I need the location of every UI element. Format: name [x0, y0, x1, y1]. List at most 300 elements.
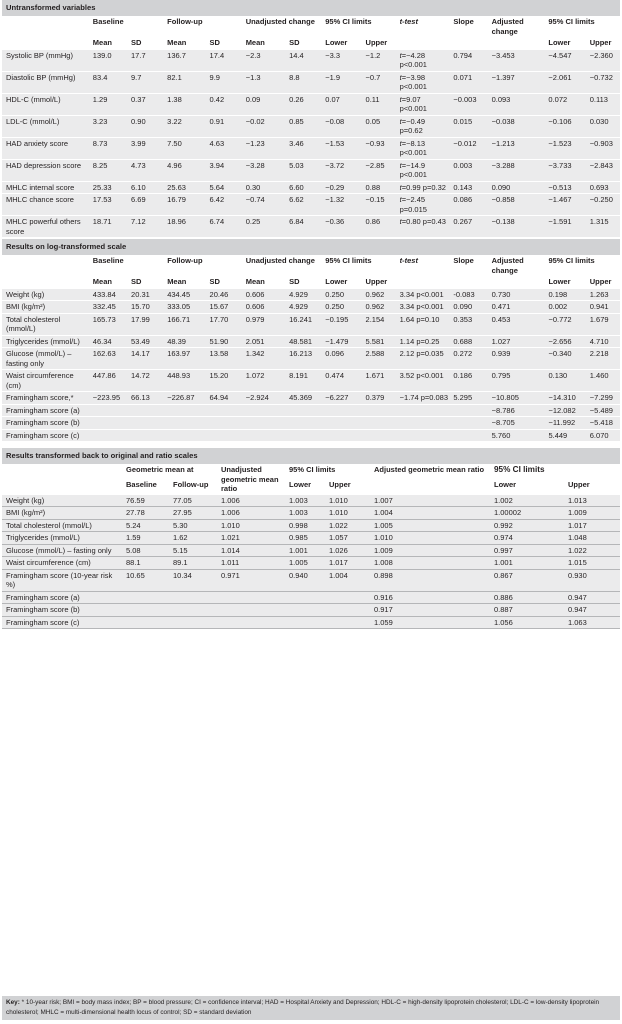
table-cell: 136.7: [163, 49, 205, 71]
table-cell: 1.015: [564, 557, 620, 570]
header-cell: Unadjusted change: [242, 16, 322, 37]
table-cell: 1.004: [370, 507, 490, 520]
table-cell: −2.360: [586, 49, 620, 71]
table-cell: 0.998: [285, 519, 325, 532]
row-label: BMI (kg/m²): [2, 507, 122, 520]
table-cell: 4.710: [586, 335, 620, 348]
table-cell: [321, 417, 361, 430]
table-cell: [206, 429, 242, 441]
table-cell: −3.733: [544, 159, 585, 181]
table-cell: 0.267: [449, 216, 487, 238]
table-cell: 0.25: [242, 216, 285, 238]
row-label: Framingham score,*: [2, 392, 89, 405]
table-cell: 48.39: [163, 335, 205, 348]
header-cell: Unadjusted geometric mean ratio: [217, 464, 285, 495]
header-cell: Upper: [362, 37, 396, 49]
table-cell: 0.898: [370, 569, 490, 591]
table-cell: [242, 404, 285, 417]
header-cell: SD: [285, 37, 321, 49]
table-cell: 88.1: [122, 557, 169, 570]
table-cell: 0.093: [488, 93, 545, 115]
table-cell: 25.63: [163, 181, 205, 194]
table-cell: −4.547: [544, 49, 585, 71]
table-cell: −12.082: [544, 404, 585, 417]
table-cell: 0.143: [449, 181, 487, 194]
table-cell: 0.130: [544, 370, 585, 392]
table-cell: [449, 429, 487, 441]
table-cell: 0.947: [564, 591, 620, 604]
table-cell: 2.154: [362, 313, 396, 335]
table-cell: 66.13: [127, 392, 163, 405]
header-cell: 95% CI limits: [544, 255, 620, 276]
table-cell: [163, 417, 205, 430]
header-cell: [396, 276, 450, 288]
header-cell: Baseline: [122, 479, 169, 494]
header-cell: Slope: [449, 16, 487, 37]
table-cell: 6.070: [586, 429, 620, 441]
header-cell: SD: [285, 276, 321, 288]
row-label: HAD anxiety score: [2, 137, 89, 159]
table-cell: 0.688: [449, 335, 487, 348]
table-cell: 1.021: [217, 532, 285, 545]
row-label: Triglycerides (mmol/L): [2, 335, 89, 348]
header-cell: Mean: [163, 276, 205, 288]
table-cell: 1.003: [285, 495, 325, 507]
key-text: * 10-year risk; BMI = body mass index; BP = blood pressure; CI = confidence interval; HAD = Hospital Anxiety and Depression; HDL-C = high-density lipoprotein cholesterol; LDL-C = low-density lipoprotein cholesterol; MHLC = multi-dimensional health locus of control; SD = standard deviation: [6, 999, 600, 1016]
table-cell: 2.218: [586, 348, 620, 370]
table-cell: −1.467: [544, 194, 585, 216]
table-cell: 27.78: [122, 507, 169, 520]
table-cell: 5.295: [449, 392, 487, 405]
header-cell: [2, 37, 89, 49]
table-cell: −0.29: [321, 181, 361, 194]
table-cell: 0.992: [490, 519, 564, 532]
table-cell: 5.64: [206, 181, 242, 194]
table-cell: 0.030: [586, 115, 620, 137]
table-cell: 434.45: [163, 288, 205, 301]
header-cell: SD: [206, 276, 242, 288]
table-cell: 27.95: [169, 507, 217, 520]
table-cell: 0.072: [544, 93, 585, 115]
table-cell: 0.985: [285, 532, 325, 545]
table-row: [2, 392, 620, 405]
table-cell: 53.49: [127, 335, 163, 348]
table-cell: 0.962: [362, 288, 396, 301]
table-cell: −1.32: [321, 194, 361, 216]
header-cell: Follow-up: [163, 255, 242, 276]
table-cell: t=0.80 p=0.43: [396, 216, 450, 238]
header-cell: Adjusted change: [488, 255, 545, 276]
table-row: [2, 569, 620, 591]
header-cell: t-test: [396, 255, 450, 276]
table-cell: 0.003: [449, 159, 487, 181]
table-cell: 1.64 p=0.10: [396, 313, 450, 335]
key-label: Key:: [6, 999, 20, 1006]
table-cell: [321, 429, 361, 441]
table-cell: t=−2.45 p=0.015: [396, 194, 450, 216]
table-cell: −0.250: [586, 194, 620, 216]
table-cell: [449, 417, 487, 430]
table-cell: [396, 429, 450, 441]
table-cell: [169, 616, 217, 629]
table-row: [2, 370, 620, 392]
table-cell: 8.191: [285, 370, 321, 392]
header-cell: [449, 276, 487, 288]
table-cell: 0.071: [449, 71, 487, 93]
table-cell: 162.63: [89, 348, 127, 370]
table-cell: −3.288: [488, 159, 545, 181]
table-row: [2, 604, 620, 617]
table-cell: 18.96: [163, 216, 205, 238]
table-cell: 4.929: [285, 288, 321, 301]
table-cell: 1.001: [285, 544, 325, 557]
header-cell: Baseline: [89, 16, 163, 37]
row-label: Framingham score (b): [2, 604, 122, 617]
table-cell: −14.310: [544, 392, 585, 405]
table-cell: 1.010: [370, 532, 490, 545]
table-cell: 1.056: [490, 616, 564, 629]
table-cell: 165.73: [89, 313, 127, 335]
table-cell: 0.453: [488, 313, 545, 335]
table-cell: 4.73: [127, 159, 163, 181]
table-row: [2, 429, 620, 441]
table-cell: 13.58: [206, 348, 242, 370]
table-cell: 18.71: [89, 216, 127, 238]
header-cell: Mean: [163, 37, 205, 49]
section-title: Results transformed back to original and ratio scales: [2, 448, 620, 464]
table-cell: 1.007: [370, 495, 490, 507]
table-row: [2, 532, 620, 545]
table-cell: −0.340: [544, 348, 585, 370]
table-cell: 9.7: [127, 71, 163, 93]
table-cell: [217, 616, 285, 629]
table-row: [2, 348, 620, 370]
table-cell: [206, 417, 242, 430]
table-cell: −1.523: [544, 137, 585, 159]
table-cell: [127, 429, 163, 441]
table-cell: 0.85: [285, 115, 321, 137]
table-cell: 0.474: [321, 370, 361, 392]
table-cell: 1.460: [586, 370, 620, 392]
table-cell: −0.038: [488, 115, 545, 137]
table-cell: 163.97: [163, 348, 205, 370]
table-cell: [89, 404, 127, 417]
header-cell: Lower: [544, 276, 585, 288]
table-cell: 1.38: [163, 93, 205, 115]
header-cell: Lower: [321, 276, 361, 288]
table-cell: −0.15: [362, 194, 396, 216]
table-cell: 0.940: [285, 569, 325, 591]
table-cell: −1.74 p=0.083: [396, 392, 450, 405]
table-cell: 447.86: [89, 370, 127, 392]
table-cell: 3.99: [127, 137, 163, 159]
table-cell: 10.34: [169, 569, 217, 591]
table-cell: −2.656: [544, 335, 585, 348]
table-cell: 17.7: [127, 49, 163, 71]
table-cell: 1.013: [564, 495, 620, 507]
table-cell: [217, 591, 285, 604]
header-cell: [2, 276, 89, 288]
table-cell: 0.941: [586, 301, 620, 314]
table-cell: 1.005: [370, 519, 490, 532]
table-cell: 14.4: [285, 49, 321, 71]
table-cell: 1.026: [325, 544, 370, 557]
table-cell: 0.693: [586, 181, 620, 194]
row-label: Framingham score (b): [2, 417, 89, 430]
row-label: MHLC powerful others score: [2, 216, 89, 238]
table-cell: −0.7: [362, 71, 396, 93]
table-cell: [206, 404, 242, 417]
header-cell: 95% CI limits: [321, 16, 395, 37]
header-cell: Mean: [89, 276, 127, 288]
row-label: Framingham score (c): [2, 616, 122, 629]
table-cell: 1.315: [586, 216, 620, 238]
row-label: Framingham score (a): [2, 404, 89, 417]
table-cell: [449, 404, 487, 417]
table-row: [2, 557, 620, 570]
table-cell: 1.006: [217, 495, 285, 507]
table-cell: 4.63: [206, 137, 242, 159]
table-cell: 4.929: [285, 301, 321, 314]
table-cell: −0.858: [488, 194, 545, 216]
table-row: [2, 194, 620, 216]
header-cell: Lower: [490, 479, 564, 494]
table-cell: 51.90: [206, 335, 242, 348]
table-cell: 8.73: [89, 137, 127, 159]
table-cell: [217, 604, 285, 617]
table-row: [2, 288, 620, 301]
header-cell: 95% CI limits: [285, 464, 370, 479]
table-cell: −0.74: [242, 194, 285, 216]
table-cell: 17.99: [127, 313, 163, 335]
table-cell: −2.843: [586, 159, 620, 181]
table-cell: 5.760: [488, 429, 545, 441]
row-label: Glucose (mmol/L) – fasting only: [2, 348, 89, 370]
table-cell: 0.88: [362, 181, 396, 194]
table-cell: −7.299: [586, 392, 620, 405]
table-cell: t=9.07 p<0.001: [396, 93, 450, 115]
table-cell: [242, 417, 285, 430]
table-cell: [396, 404, 450, 417]
table-cell: 3.94: [206, 159, 242, 181]
table-cell: 166.71: [163, 313, 205, 335]
table-cell: 448.93: [163, 370, 205, 392]
table-cell: 14.72: [127, 370, 163, 392]
table-cell: −3.72: [321, 159, 361, 181]
table-cell: 9.9: [206, 71, 242, 93]
table-cell: 6.60: [285, 181, 321, 194]
header-cell: Baseline: [89, 255, 163, 276]
header-cell: 95% CI limits: [544, 16, 620, 37]
table-cell: 333.05: [163, 301, 205, 314]
table-cell: [285, 591, 325, 604]
table-cell: 8.8: [285, 71, 321, 93]
table-cell: 0.974: [490, 532, 564, 545]
table-cell: 17.53: [89, 194, 127, 216]
table-cell: −1.479: [321, 335, 361, 348]
table-cell: 17.4: [206, 49, 242, 71]
header-cell: 95% CI limits: [321, 255, 395, 276]
header-cell: 95% CI limits: [490, 464, 620, 479]
table-cell: 1.671: [362, 370, 396, 392]
table-cell: 0.42: [206, 93, 242, 115]
table-cell: −1.3: [242, 71, 285, 93]
header-cell: [396, 37, 450, 49]
table-cell: [169, 604, 217, 617]
header-cell: Lower: [285, 479, 325, 494]
table-cell: −1.213: [488, 137, 545, 159]
table-cell: 1.057: [325, 532, 370, 545]
table-cell: 16.241: [285, 313, 321, 335]
table-cell: 77.05: [169, 495, 217, 507]
header-cell: Mean: [242, 276, 285, 288]
table-cell: [325, 616, 370, 629]
table-cell: 20.46: [206, 288, 242, 301]
header-cell: [2, 464, 122, 479]
table-cell: 82.1: [163, 71, 205, 93]
table-cell: 1.072: [242, 370, 285, 392]
table-cell: 0.997: [490, 544, 564, 557]
table-cell: −3.28: [242, 159, 285, 181]
table-cell: [122, 616, 169, 629]
header-cell: Upper: [586, 37, 620, 49]
table-cell: −5.418: [586, 417, 620, 430]
table-cell: 1.014: [217, 544, 285, 557]
table-cell: 6.69: [127, 194, 163, 216]
table-cell: [362, 417, 396, 430]
table-cell: −0.003: [449, 93, 487, 115]
table-cell: −3.453: [488, 49, 545, 71]
table-cell: 1.006: [217, 507, 285, 520]
table-row: [2, 616, 620, 629]
row-label: HAD depression score: [2, 159, 89, 181]
table-cell: 45.369: [285, 392, 321, 405]
untransformed-table: [2, 0, 620, 237]
table-cell: 2.588: [362, 348, 396, 370]
table-cell: 4.96: [163, 159, 205, 181]
table-cell: 5.24: [122, 519, 169, 532]
table-cell: 5.15: [169, 544, 217, 557]
table-cell: 15.67: [206, 301, 242, 314]
header-cell: Adjusted geometric mean ratio: [370, 464, 490, 495]
section-title: Results on log-transformed scale: [2, 239, 620, 255]
table-cell: [325, 591, 370, 604]
row-label: Total cholesterol (mmol/L): [2, 519, 122, 532]
table-row: [2, 495, 620, 507]
table-cell: [285, 616, 325, 629]
table-cell: −2.3: [242, 49, 285, 71]
table-cell: t=−0.49 p=0.62: [396, 115, 450, 137]
table-cell: [163, 404, 205, 417]
header-cell: Upper: [325, 479, 370, 494]
table-cell: 0.113: [586, 93, 620, 115]
table-cell: [285, 604, 325, 617]
row-label: Total cholesterol (mmol/L): [2, 313, 89, 335]
header-cell: Mean: [242, 37, 285, 49]
table-cell: −226.87: [163, 392, 205, 405]
table-cell: [285, 417, 321, 430]
table-cell: 25.33: [89, 181, 127, 194]
row-label: Triglycerides (mmol/L): [2, 532, 122, 545]
table-cell: 1.063: [564, 616, 620, 629]
table-row: [2, 71, 620, 93]
table-cell: 0.886: [490, 591, 564, 604]
table-cell: 0.979: [242, 313, 285, 335]
header-cell: SD: [127, 37, 163, 49]
table-cell: −1.23: [242, 137, 285, 159]
row-label: Framingham score (c): [2, 429, 89, 441]
table-cell: -0.083: [449, 288, 487, 301]
table-cell: 0.086: [449, 194, 487, 216]
table-cell: 1.14 p=0.25: [396, 335, 450, 348]
table-cell: −0.02: [242, 115, 285, 137]
table-cell: 0.939: [488, 348, 545, 370]
table-cell: 14.17: [127, 348, 163, 370]
table-cell: t=−3.98 p<0.001: [396, 71, 450, 93]
table-cell: 1.010: [217, 519, 285, 532]
table-cell: 5.08: [122, 544, 169, 557]
table-cell: [89, 417, 127, 430]
table-row: [2, 137, 620, 159]
table-cell: [325, 604, 370, 617]
table-cell: 1.017: [564, 519, 620, 532]
table-cell: 7.50: [163, 137, 205, 159]
header-cell: Geometric mean at: [122, 464, 217, 479]
table-cell: 64.94: [206, 392, 242, 405]
table-cell: [163, 429, 205, 441]
table-cell: 1.59: [122, 532, 169, 545]
header-cell: Lower: [321, 37, 361, 49]
header-cell: [488, 276, 545, 288]
table-cell: 6.62: [285, 194, 321, 216]
table-cell: −0.903: [586, 137, 620, 159]
table-cell: 3.46: [285, 137, 321, 159]
header-cell: SD: [127, 276, 163, 288]
table-cell: 46.34: [89, 335, 127, 348]
table-cell: 6.84: [285, 216, 321, 238]
table-cell: 0.730: [488, 288, 545, 301]
table-cell: −1.2: [362, 49, 396, 71]
table-row: [2, 313, 620, 335]
table-cell: 1.010: [325, 507, 370, 520]
header-cell: Follow-up: [169, 479, 217, 494]
table-cell: 1.003: [285, 507, 325, 520]
table-cell: 1.022: [564, 544, 620, 557]
table-cell: −0.195: [321, 313, 361, 335]
table-cell: 6.42: [206, 194, 242, 216]
row-label: LDL-C (mmol/L): [2, 115, 89, 137]
table-cell: 0.606: [242, 288, 285, 301]
table-cell: 1.009: [564, 507, 620, 520]
table-cell: 15.20: [206, 370, 242, 392]
table-cell: −10.805: [488, 392, 545, 405]
table-cell: −1.9: [321, 71, 361, 93]
table-cell: 2.12 p=0.035: [396, 348, 450, 370]
row-label: Framingham score (10-year risk %): [2, 569, 122, 591]
table-cell: 0.272: [449, 348, 487, 370]
table-cell: t=−4.28 p<0.001: [396, 49, 450, 71]
table-cell: 1.008: [370, 557, 490, 570]
table-cell: 1.010: [325, 495, 370, 507]
table-cell: 7.12: [127, 216, 163, 238]
header-cell: Lower: [544, 37, 585, 49]
row-label: Waist circumference (cm): [2, 370, 89, 392]
row-label: Weight (kg): [2, 288, 89, 301]
table-cell: [122, 591, 169, 604]
table-cell: 1.29: [89, 93, 127, 115]
table-cell: 1.017: [325, 557, 370, 570]
table-cell: 0.096: [321, 348, 361, 370]
